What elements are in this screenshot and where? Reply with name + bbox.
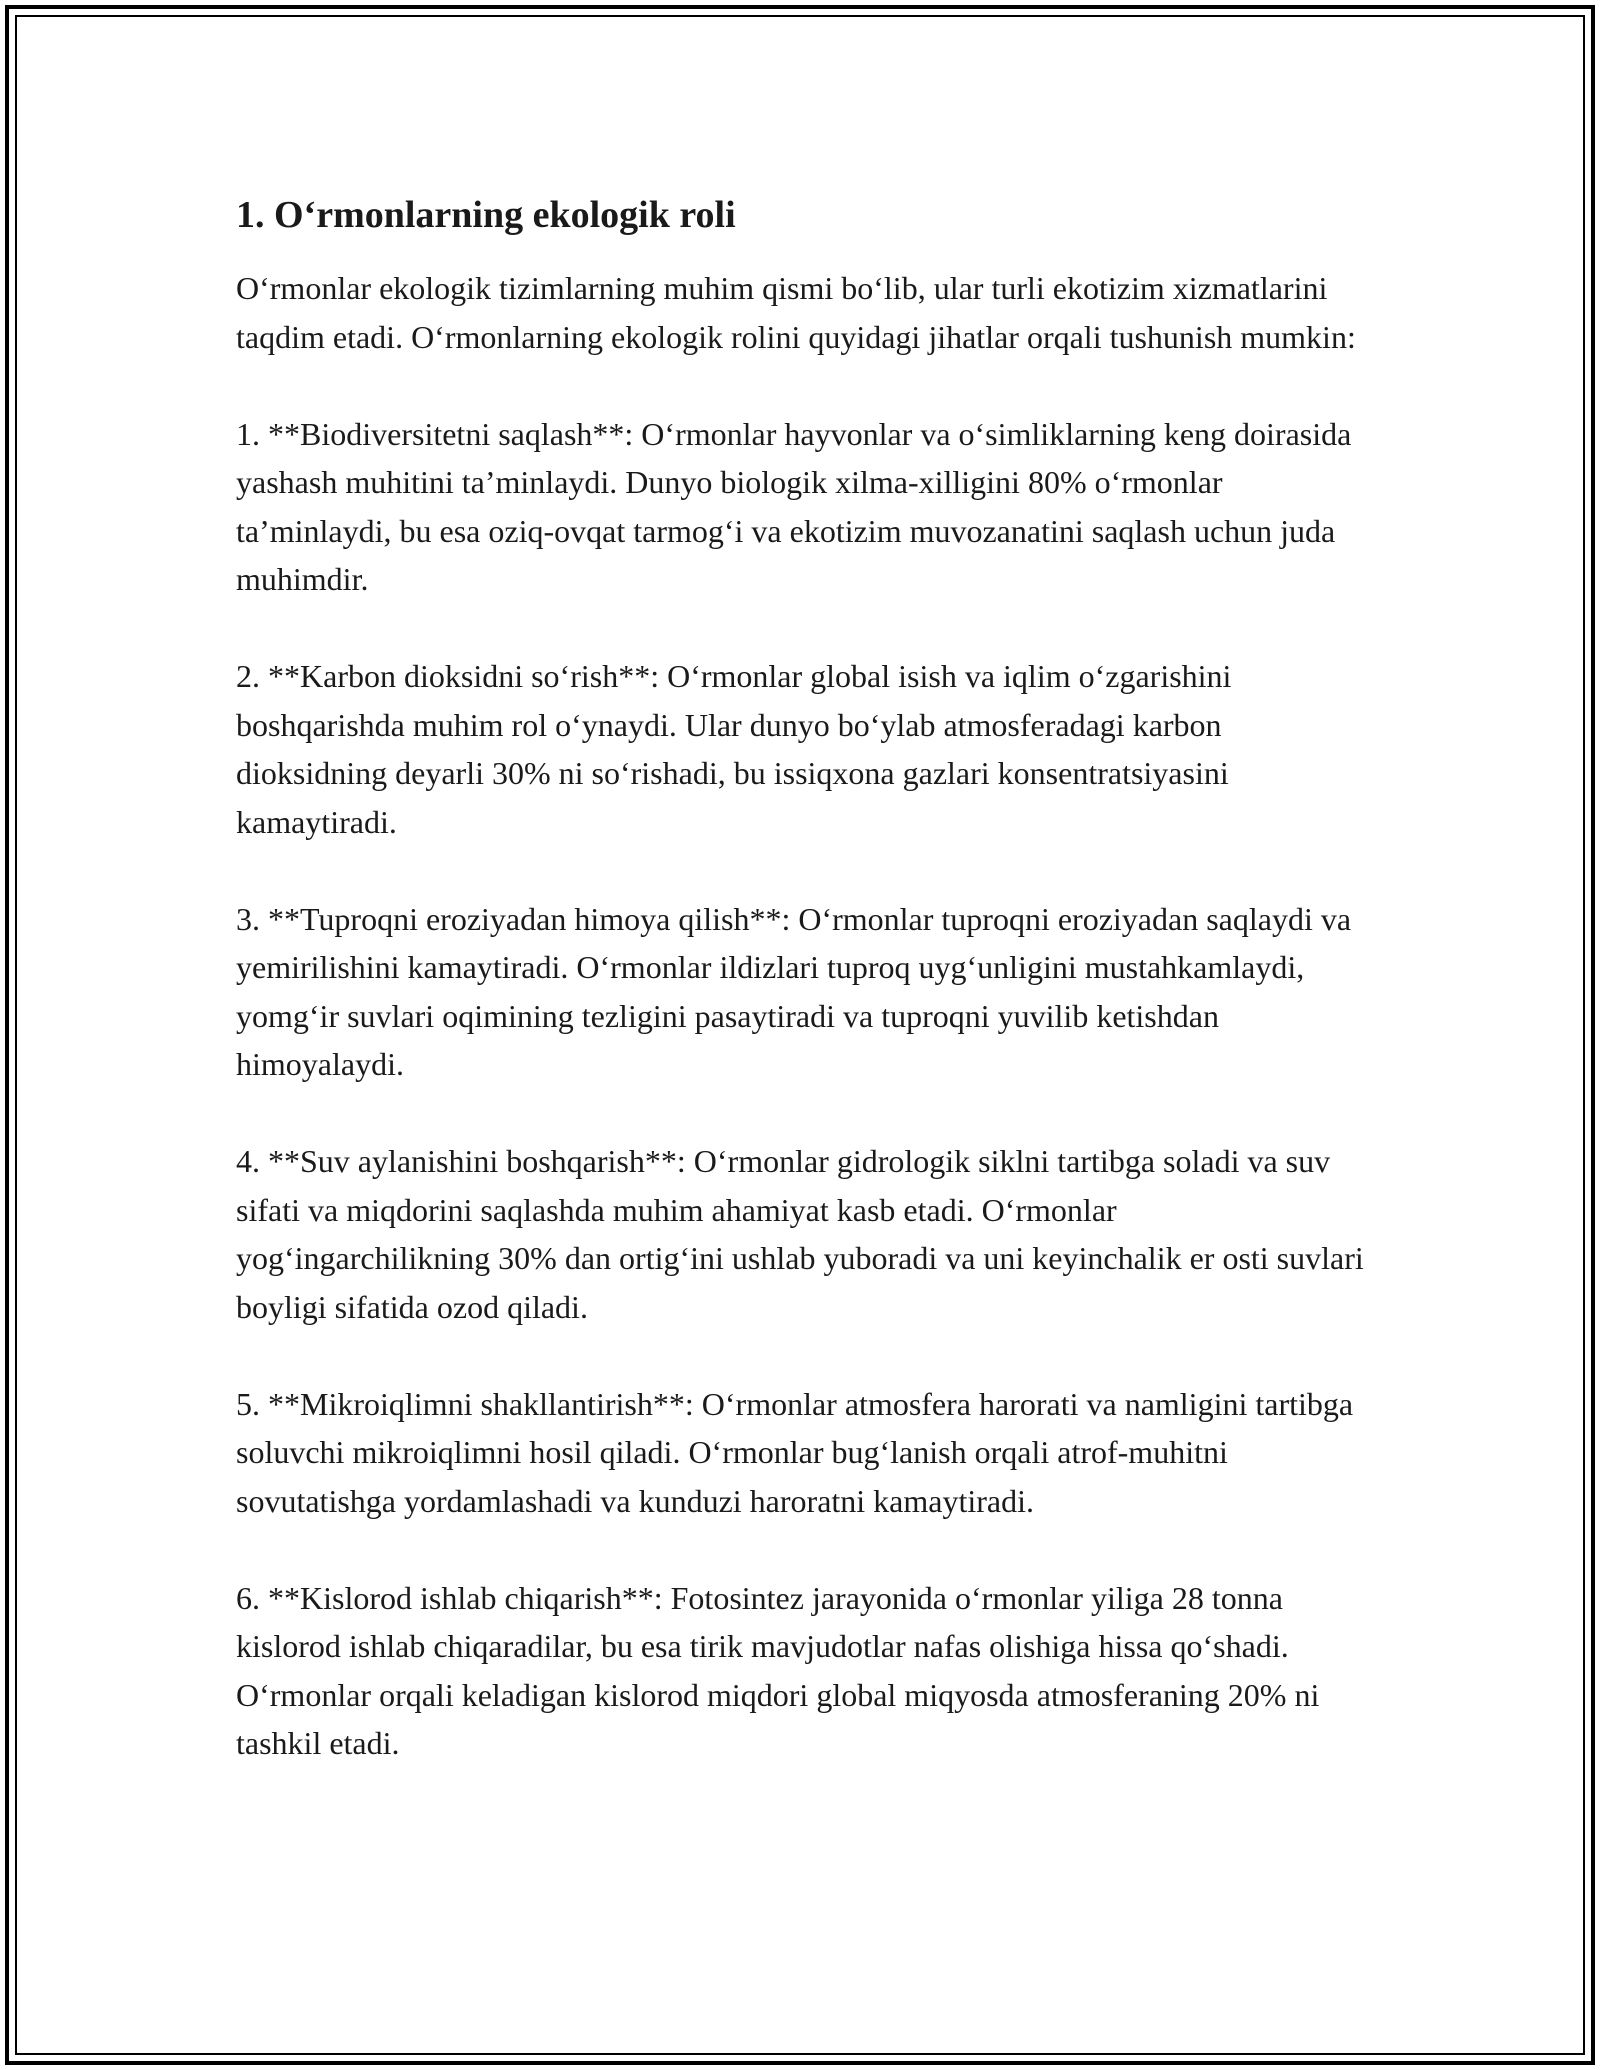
section-heading: 1. O‘rmonlarning ekologik roli: [236, 194, 736, 236]
intro-paragraph: O‘rmonlar ekologik tizimlarning muhim qismi bo‘lib, ular turli ekotizim xizmatlarini taqdim etadi. O‘rmonlarning ekologik rolini quyidagi jihatlar orqali tushunish mumkin:: [236, 270, 1356, 355]
list-item-soil-erosion: 3. **Tuproqni eroziyadan himoya qilish**: O‘rmonlar tuproqni eroziyadan saqlaydi va yemirilishini kamaytiradi. O‘rmonlar ildizlari tuproq uyg‘unligini mustahkamlaydi, yomg‘ir suvlari oqimining tezligini pasaytiradi va tuproqni yuvilib ketishdan himoyalaydi.: [236, 900, 1352, 1082]
list-item-carbon-dioxide: 2. **Karbon dioksidni so‘rish**: O‘rmonlar global isish va iqlim o‘zgarishini boshqarishda muhim rol o‘ynaydi. Ular dunyo bo‘ylab atmosferadagi karbon dioksidning deyarli 30% ni so‘rishadi, bu issiqxona gazlari konsentratsiyasini kamaytiradi.: [236, 658, 1232, 840]
list-item-biodiversity: 1. **Biodiversitetni saqlash**: O‘rmonlar hayvonlar va o‘simliklarning keng doirasida yashash muhitini ta’minlaydi. Dunyo biologik xilma-xilligini 80% o‘rmonlar ta’minlaydi, bu esa oziq-ovqat tarmog‘i va ekotizim muvozanatini saqlash uchun juda muhimdir.: [236, 415, 1352, 597]
list-item-microclimate: 5. **Mikroiqlimni shakllantirish**: O‘rmonlar atmosfera harorati va namligini tartibga soluvchi mikroiqlimni hosil qiladi. O‘rmonlar bug‘lanish orqali atrof-muhitni sovutatishga yordamlashadi va kunduzi haroratni kamaytiradi.: [236, 1385, 1354, 1519]
document-body: [236, 180, 1376, 1816]
list-item-water-cycle: 4. **Suv aylanishini boshqarish**: O‘rmonlar gidrologik siklni tartibga soladi va suv sifati va miqdorini saqlashda muhim ahamiyat kasb etadi. O‘rmonlar yog‘ingarchilikning 30% dan ortig‘ini ushlab yuboradi va uni keyinchalik er osti suvlari boyligi sifatida ozod qiladi.: [236, 1143, 1364, 1325]
list-item-oxygen: 6. **Kislorod ishlab chiqarish**: Fotosintez jarayonida o‘rmonlar yiliga 28 tonna kislorod ishlab chiqaradilar, bu esa tirik mavjudotlar nafas olishiga hissa qo‘shadi. O‘rmonlar orqali keladigan kislorod miqdori global miqyosda atmosferaning 20% ni tashkil etadi.: [236, 1579, 1320, 1761]
